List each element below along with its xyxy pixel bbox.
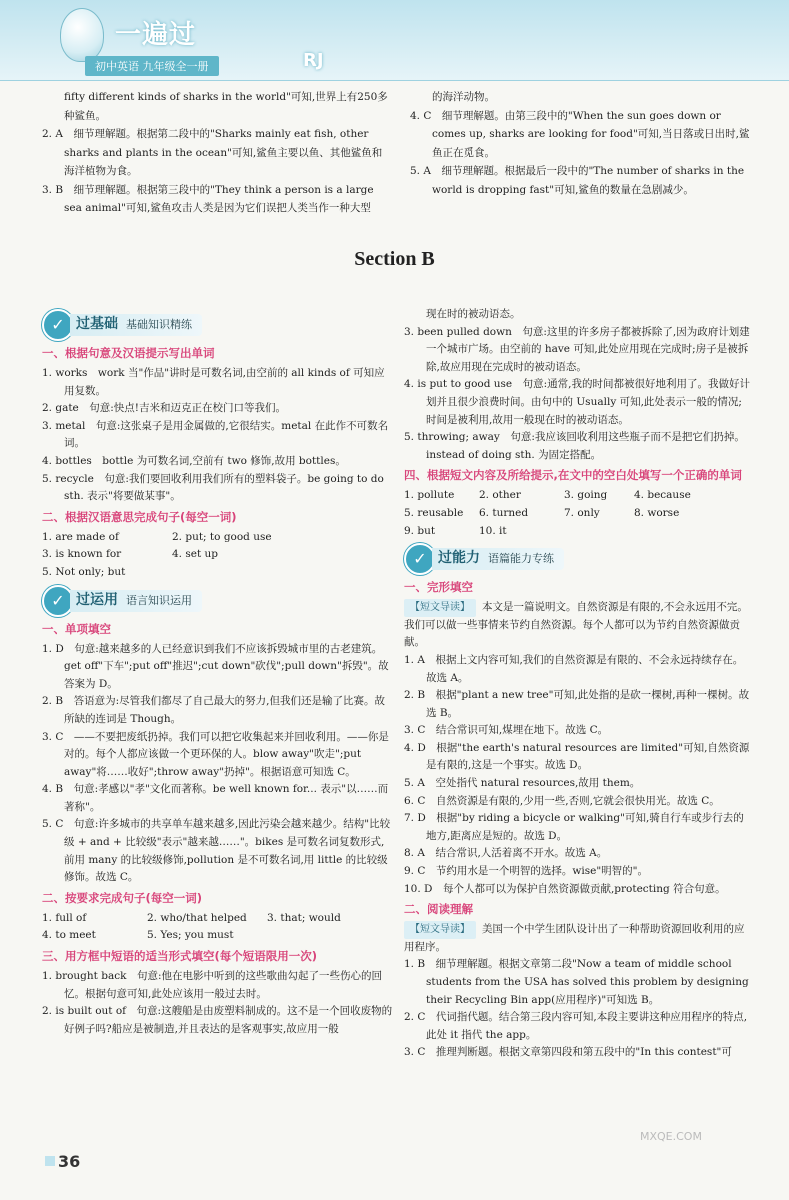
section-badge bbox=[404, 546, 752, 572]
answer-cell: 4. to meet bbox=[42, 929, 96, 942]
answer-text: 1. D 句意:越来越多的人已经意识到我们不应该拆毁城市里的古老建筑。get off"下车";put off"推迟";cut down"砍伐";pull down"拆毁"。故答案为 D。 bbox=[42, 642, 389, 690]
top-left-column bbox=[42, 88, 392, 218]
answer-text: 现在时的被动语态。 bbox=[426, 308, 521, 320]
answer-row bbox=[42, 546, 394, 564]
answer-text: 7. D 根据"by riding a bicycle or walking"可知,骑自行车或步行去的地方,距离应是短的。故选 D。 bbox=[404, 812, 744, 842]
guide-paragraph bbox=[404, 921, 752, 956]
answer-text: 的海洋动物。 bbox=[432, 91, 495, 103]
answer-text: 2. is built out of 句意:这艘船是由废塑料制成的。这不是一个回收废物的好例子吗?船应是被制造,并且表达的是客观事实,故应用一般 bbox=[42, 1005, 393, 1035]
check-icon: ✓ bbox=[404, 543, 436, 575]
answer-text: 4. is put to good use 句意:通常,我的时间都被很好地利用了。我做好计划并且很少浪费时间。由句中的 Usually 可知,此处表示一般的情况;时间是被利用,故用一般现在时的被动语态。 bbox=[404, 378, 751, 426]
answer-cell: 3. is known for bbox=[42, 548, 122, 561]
answer-text: 4. B 句意:孝感以"孝"文化而著称。be well known for... 表示"以……而著称"。 bbox=[42, 783, 389, 813]
answer-cell: 4. because bbox=[634, 489, 691, 502]
answer-text: 2. gate 句意:快点!吉米和迈克正在校门口等我们。 bbox=[42, 402, 287, 415]
guide-label: 【短文导读】 bbox=[404, 921, 476, 939]
guide-paragraph bbox=[404, 599, 752, 652]
answer-text: 5. A 空处指代 natural resources,故用 them。 bbox=[404, 777, 641, 790]
answer-text: 9. C 节约用水是一个明智的选择。wise"明智的"。 bbox=[404, 865, 648, 878]
answer-text: 3. C 推理判断题。根据文章第四段和第五段中的"In this contest"可 bbox=[404, 1046, 732, 1059]
answer-cell: 7. only bbox=[564, 506, 600, 519]
answer-text: 3. B 细节理解题。根据第三段中的"They think a person is a large sea animal"可知,鲨鱼攻击人类是因为它们误把人类当作一种大型 bbox=[42, 183, 374, 214]
answer-text: 2. B 根据"plant a new tree"可知,此处指的是砍一棵树,再种一棵树。故选 B。 bbox=[404, 689, 750, 719]
answer-cell: 1. full of bbox=[42, 911, 87, 924]
answer-text: 6. C 自然资源是有限的,少用一些,否则,它就会很快用光。故选 C。 bbox=[404, 794, 720, 807]
answer-cell: 5. reusable bbox=[404, 506, 464, 519]
answer-cell: 2. put; to good use bbox=[172, 530, 272, 543]
left-column bbox=[42, 306, 394, 1038]
answer-text: 1. A 根据上文内容可知,我们的自然资源是有限的、不会永远持续存在。故选 A。 bbox=[404, 653, 744, 684]
section-badge bbox=[42, 312, 394, 338]
answer-text: 2. C 代词指代题。结合第三段内容可知,本段主要讲这种应用程序的特点,此处 it 指代 the app。 bbox=[404, 1011, 748, 1041]
subsection-heading: 一、单项填空 bbox=[42, 621, 111, 636]
edition-label: RJ bbox=[303, 50, 324, 71]
answer-cell: 6. turned bbox=[479, 506, 529, 519]
answer-cell: 3. going bbox=[564, 489, 608, 502]
answer-text: 4. C 细节理解题。由第三段中的"When the sun goes down or comes up, sharks are looking for food"可知,当日落或日出时,鲨鱼正在觅食。 bbox=[410, 109, 750, 159]
answer-text: 5. recycle 句意:我们要回收利用我们所有的塑料袋子。be going to do sth. 表示"将要做某事"。 bbox=[42, 472, 384, 503]
answer-text: 10. D 每个人都可以为保护自然资源做贡献,protecting 符合句意。 bbox=[404, 882, 726, 895]
subsection-heading: 一、完形填空 bbox=[404, 580, 473, 595]
answer-cell: 2. who/that helped bbox=[147, 911, 247, 924]
page-marker bbox=[45, 1156, 55, 1166]
check-icon: ✓ bbox=[42, 585, 74, 617]
answer-row bbox=[42, 910, 394, 928]
answer-text: 3. been pulled down 句意:这里的许多房子都被拆除了,因为政府计划建一个城市广场。由空前的 have 可知,此处应用现在完成时;房子是被拆除,故应用现在完成时的被动语态。 bbox=[404, 325, 750, 373]
subsection-heading: 二、根据汉语意思完成句子(每空一词) bbox=[42, 509, 237, 524]
answer-text: fifty different kinds of sharks in the world"可知,世界上有250多种鲨鱼。 bbox=[64, 91, 388, 122]
answer-text: 5. A 细节理解题。根据最后一段中的"The number of sharks in the world is dropping fast"可知,鲨鱼的数量在急剧减少。 bbox=[410, 165, 745, 196]
answer-cell: 1. pollute bbox=[404, 489, 455, 502]
answer-text: 1. B 细节理解题。根据文章第二段"Now a team of middle school students from the USA has solved this problem by designing their Recycling Bin app(应用程序)"可知选 B。 bbox=[404, 958, 749, 1006]
badge-sub: 语言知识运用 bbox=[126, 593, 192, 607]
book-title: 一遍过 bbox=[115, 20, 197, 50]
top-right-column bbox=[410, 88, 750, 199]
answer-cell: 8. worse bbox=[634, 506, 680, 519]
guide-text: 本文是一篇说明文。自然资源是有限的,不会永远用不完。我们可以做一些事情来节约自然资源。每个人都可以为节约自然资源做贡献。 bbox=[404, 601, 748, 649]
subsection-heading: 一、根据句意及汉语提示写出单词 bbox=[42, 346, 215, 360]
answer-text: 5. C 句意:许多城市的共享单车越来越多,因此污染会越来越少。结构"比较级 + and + 比较级"表示"越来越……"。bikes 是可数名词复数形式,前用 many 的比较级修饰,pollution 是不可数名词,用 little 的比较级修饰。故选 C。 bbox=[42, 818, 391, 884]
guide-text: 美国一个中学生团队设计出了一种帮助资源回收利用的应用程序。 bbox=[404, 923, 745, 953]
answer-text: 1. works work 当"作品"讲时是可数名词,由空前的 all kinds of 可知应用复数。 bbox=[42, 367, 385, 397]
answer-cell: 2. other bbox=[479, 489, 521, 502]
badge-main: 过能力 bbox=[438, 550, 480, 567]
subsection-heading: 二、按要求完成句子(每空一词) bbox=[42, 890, 203, 905]
answer-cell: 3. that; would bbox=[267, 911, 341, 924]
badge-sub: 基础知识精练 bbox=[126, 318, 192, 332]
answer-text: 4. bottles bottle 为可数名词,空前有 two 修饰,故用 bottles。 bbox=[42, 454, 346, 467]
answer-cell: 1. are made of bbox=[42, 530, 119, 543]
watermark: MXQE.COM bbox=[640, 1130, 702, 1143]
answer-text: 1. brought back 句意:他在电影中听到的这些歌曲勾起了一些伤心的回忆。根据句意可知,此处应该用一般过去时。 bbox=[42, 970, 382, 1000]
answer-cell: 9. but bbox=[404, 524, 436, 537]
subsection-heading: 四、根据短文内容及所给提示,在文中的空白处填写一个正确的单词 bbox=[404, 468, 742, 483]
answer-text: 3. metal 句意:这张桌子是用金属做的,它很结实。metal 在此作不可数名词。 bbox=[42, 419, 389, 450]
answer-cell: 4. set up bbox=[172, 548, 218, 561]
badge-sub: 语篇能力专练 bbox=[488, 552, 554, 566]
answer-cell: 10. it bbox=[479, 524, 507, 537]
badge-main: 过运用 bbox=[76, 591, 118, 608]
answer-text: 3. C 结合常识可知,煤埋在地下。故选 C。 bbox=[404, 724, 609, 737]
answer-text: 2. A 细节理解题。根据第二段中的"Sharks mainly eat fish, other sharks and plants in the ocean"可知,鲨鱼主要以鱼、其他鲨鱼和海洋植物为食。 bbox=[42, 128, 383, 177]
subsection-heading: 二、阅读理解 bbox=[404, 902, 473, 917]
answer-text: 5. throwing; away 句意:我应该回收利用这些瓶子而不是把它们扔掉。instead of doing sth. 为固定搭配。 bbox=[404, 431, 745, 461]
balloon-icon bbox=[60, 8, 104, 62]
answer-text: 3. C ——不要把废纸扔掉。我们可以把它收集起来并回收利用。——你是对的。每个人都应该做一个更环保的人。blow away"吹走";put away"将……收好";throw away"扔掉"。根据语意可知选 C。 bbox=[42, 730, 389, 778]
check-icon: ✓ bbox=[42, 309, 74, 341]
answer-text: 2. B 答语意为:尽管我们都尽了自己最大的努力,但我们还是输了比赛。故所缺的连词是 Though。 bbox=[42, 695, 385, 725]
page-number: 36 bbox=[58, 1152, 81, 1171]
book-logo bbox=[45, 8, 345, 73]
right-column bbox=[404, 306, 752, 1062]
answer-text: 8. A 结合常识,人活着离不开水。故选 A。 bbox=[404, 847, 608, 860]
book-tagline: 初中英语 九年级全一册 bbox=[85, 56, 219, 76]
answer-row bbox=[42, 927, 394, 945]
answer-row bbox=[404, 487, 752, 505]
badge-main: 过基础 bbox=[76, 316, 118, 333]
header-banner bbox=[0, 0, 789, 81]
answer-row bbox=[404, 523, 752, 541]
section-title: Section B bbox=[354, 248, 435, 270]
subsection-heading: 三、用方框中短语的适当形式填空(每个短语限用一次) bbox=[42, 949, 318, 964]
answer-cell: 5. Not only; but bbox=[42, 565, 126, 578]
section-badge bbox=[42, 588, 394, 614]
answer-row bbox=[42, 564, 394, 582]
answer-row bbox=[404, 505, 752, 523]
answer-cell: 5. Yes; you must bbox=[147, 929, 234, 942]
guide-label: 【短文导读】 bbox=[404, 599, 476, 617]
answer-row bbox=[42, 529, 394, 547]
answer-text: 4. D 根据"the earth's natural resources are limited"可知,自然资源是有限的,这是一个事实。故选 D。 bbox=[404, 741, 750, 772]
